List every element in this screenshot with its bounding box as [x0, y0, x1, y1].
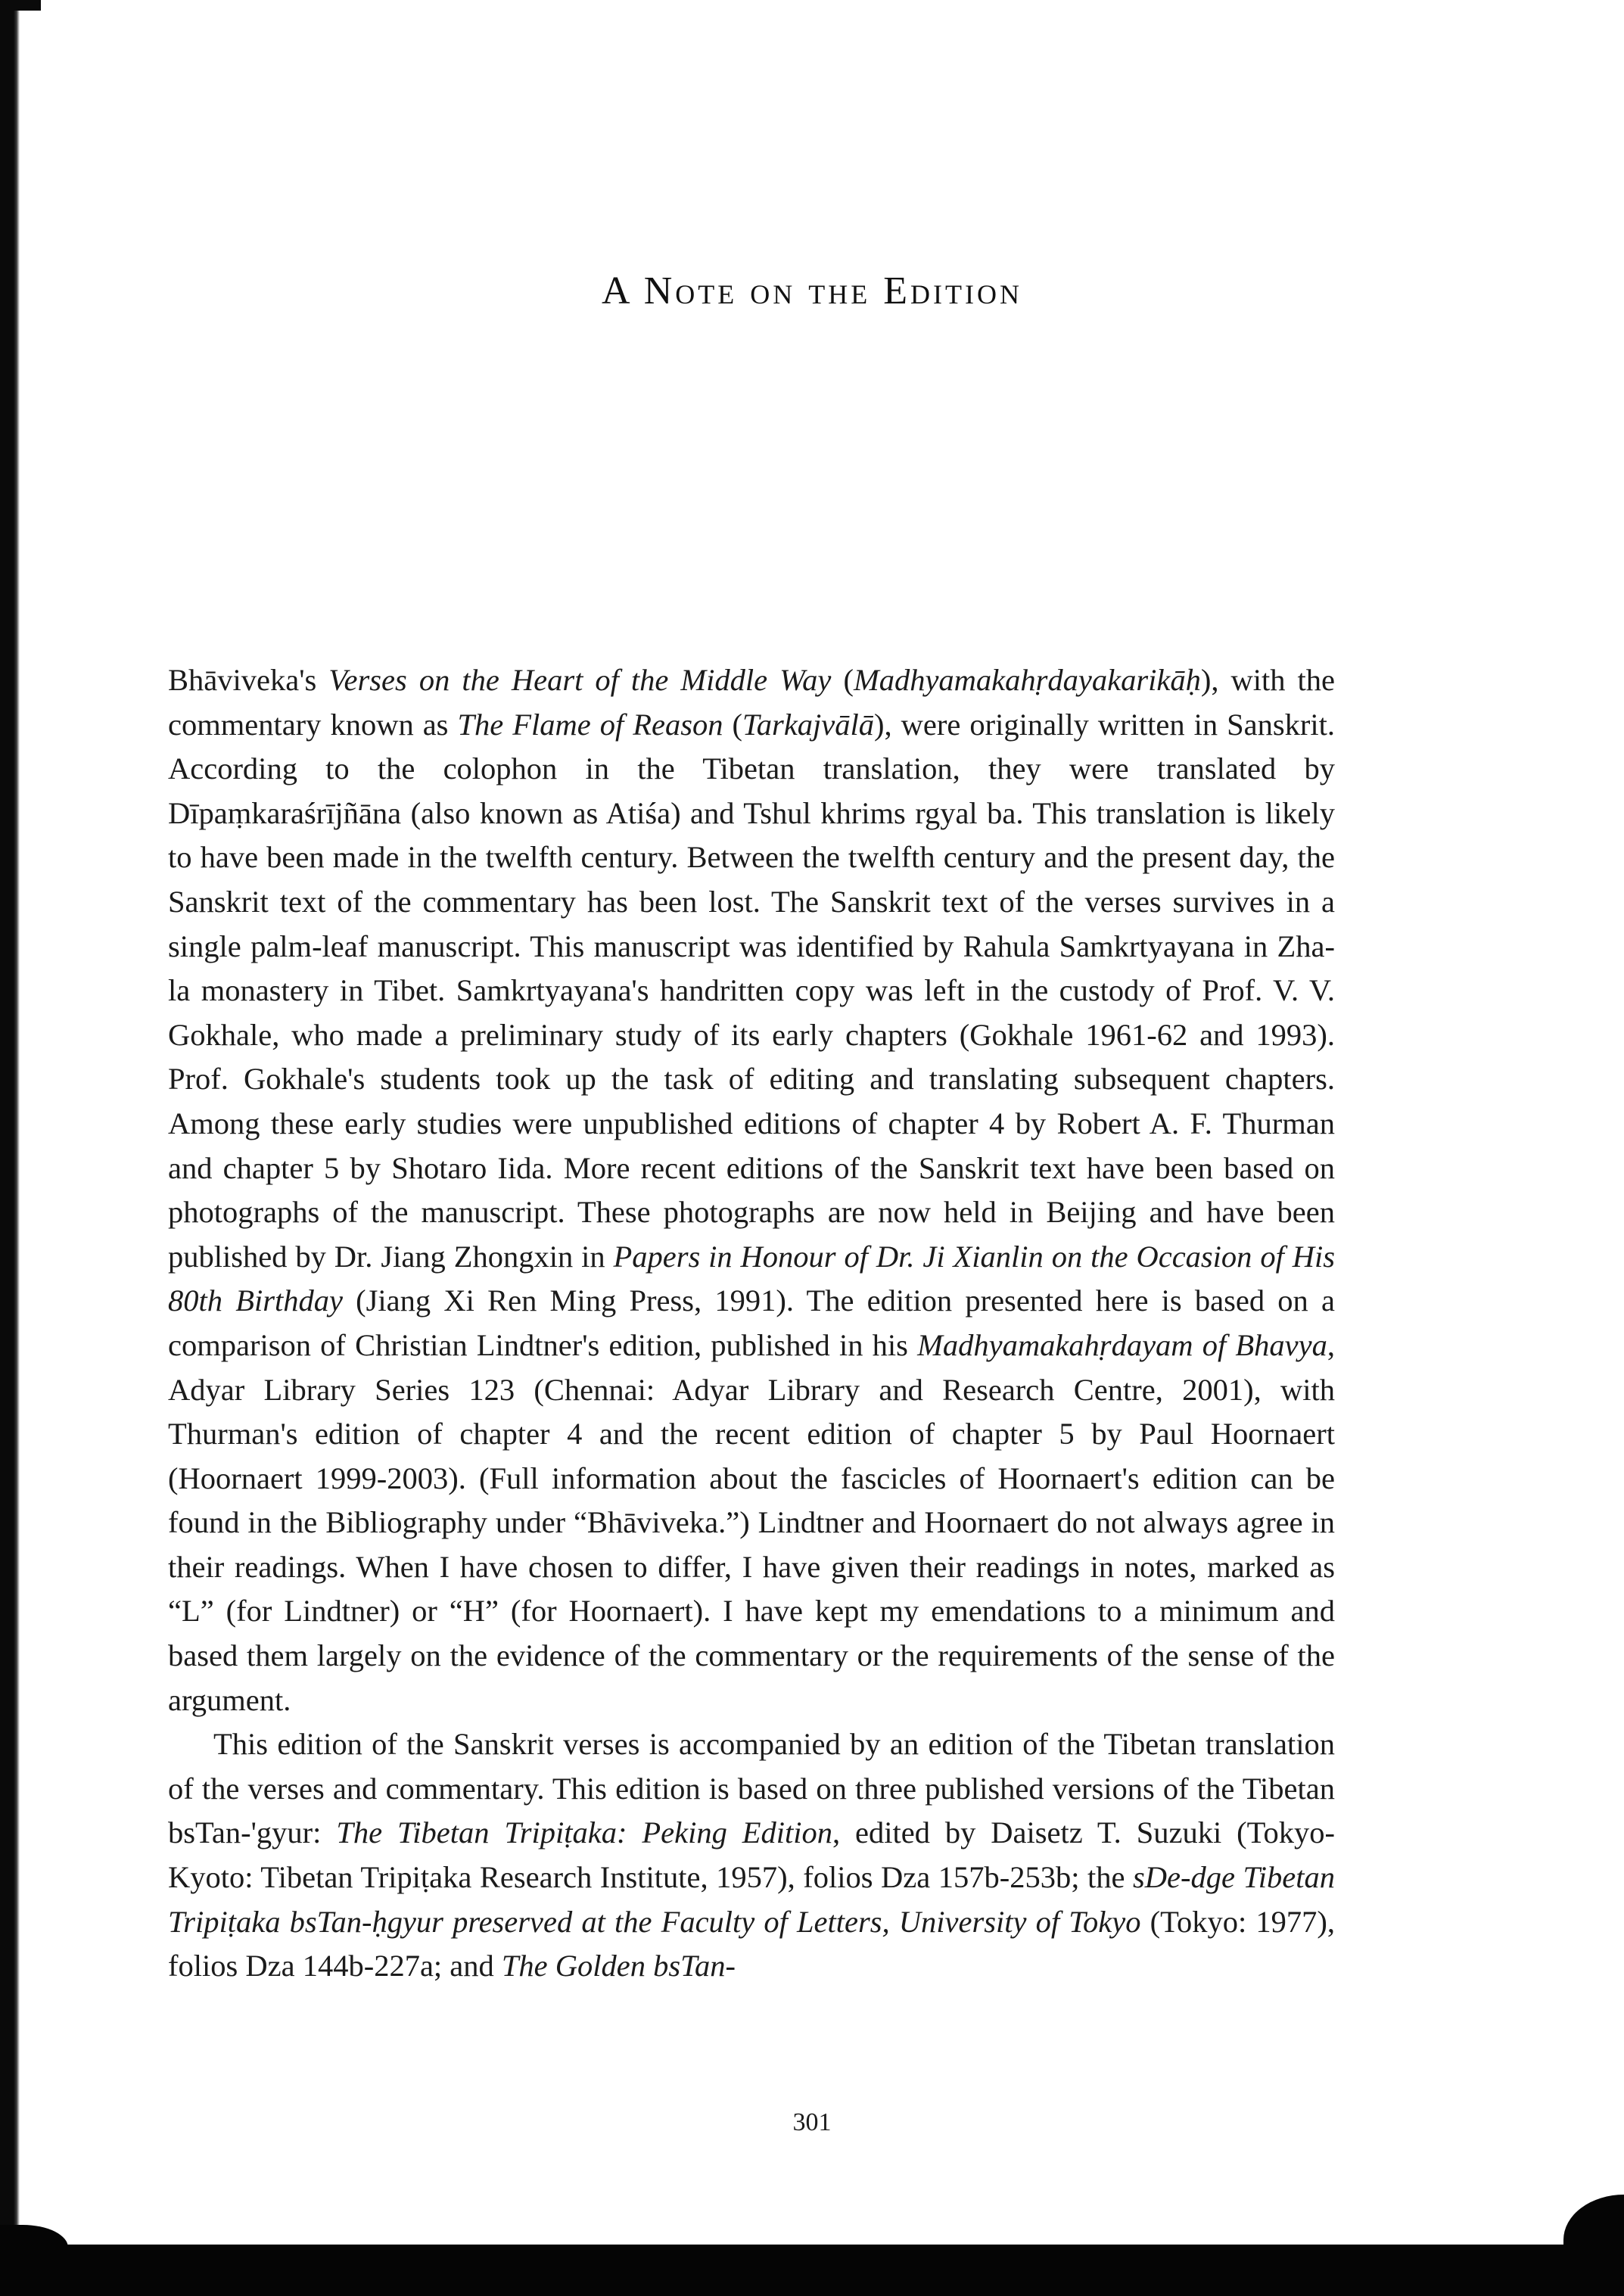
title-derge-tripitaka: sDe-dge Tibetan Tripiṭaka bsTan-ḥgyur preserved at the Faculty of Letters, University of Tokyo [168, 1860, 1335, 1939]
title-madhyamakahrdayam: Madhyamakahṛdayam of Bhavya [917, 1327, 1327, 1362]
title-flame-of-reason: The Flame of Reason [457, 707, 723, 742]
page-curl-shadow [1563, 2195, 1624, 2248]
siglum-hoornaert: H [462, 1594, 485, 1629]
title-verses-heart-middle-way: Verses on the Heart of the Middle Way [328, 663, 832, 697]
paragraph-1: Bhāviveka's Verses on the Heart of the Middle Way (Madhyamakahṛdayakarikāḥ), with the commentary known as The Flame of Reason (Tarkajvālā), were originally written in Sanskrit. According to the colophon in the Tibetan translation, they were translated by Dīpaṃkaraśrījñāna (also known as Atiśa) and Tshul khrims rgyal ba. This translation is likely to have been made in the twelfth century. Between the twelfth century and the present day, the Sanskrit text of the commentary has been lost. The Sanskrit text of the verses survives in a single palm-leaf manuscript. This manuscript was identified by Rahula Samkrtyayana in Zha-la monastery in Tibet. Samkrtyayana's handritten copy was left in the custody of Prof. V. V. Gokhale, who made a preliminary study of its early chapters (Gokhale 1961-62 and 1993). Prof. Gokhale's students took up the task of editing and translating subsequent chapters. Among these early studies were unpublished editions of chapter 4 by Robert A. F. Thurman and chapter 5 by Shotaro Iida. More recent editions of the Sanskrit text have been based on photographs of the manuscript. These photographs are now held in Beijing and have been published by Dr. Jiang Zhongxin in Papers in Honour of Dr. Ji Xianlin on the Occasion of His 80th Birthday (Jiang Xi Ren Ming Press, 1991). The edition presented here is based on a comparison of Christian Lindtner's edition, published in his Madhyamakahṛdayam of Bhavya, Adyar Library Series 123 (Chennai: Adyar Library and Research Centre, 2001), with Thurman's edition of chapter 4 and the recent edition of chapter 5 by Paul Hoornaert (Hoornaert 1999-2003). (Full information about the fascicles of Hoornaert's edition can be found in the Bibliography under “Bhāviveka.”) Lindtner and Hoornaert do not always agree in their readings. When I have chosen to differ, I have given their readings in notes, marked as “L” (for Lindtner) or “H” (for Hoornaert). I have kept my emendations to a minimum and based them largely on the evidence of the commentary or the requirements of the sense of the argument. [168, 663, 1336, 1717]
title-papers-in-honour: Papers in Honour of Dr. Ji Xianlin on the Occasion of His 80th Birthday [168, 1239, 1335, 1318]
chapter-title: A Note on the Edition [602, 269, 1022, 313]
body-text [168, 658, 1335, 1989]
page-binding-shadow [0, 0, 20, 2296]
page-number: 301 [792, 2108, 832, 2136]
siglum-lindtner: L [181, 1594, 201, 1629]
title-sanskrit-karika: Madhyamakahṛdayakarikāḥ [853, 663, 1201, 697]
title-peking-edition: The Tibetan Tripiṭaka: Peking Edition [336, 1815, 832, 1850]
title-tarkajvala: Tarkajvālā [742, 707, 875, 742]
binding-top-notch [0, 0, 41, 11]
title-golden-bstan: The Golden bsTan- [501, 1949, 736, 1983]
paragraph-2: This edition of the Sanskrit verses is accompanied by an edition of the Tibetan translation of the verses and commentary. This edition is based on three published versions of the Tibetan bsTan-'gyur: The Tibetan Tripiṭaka: Peking Edition, edited by Daisetz T. Suzuki (Tokyo-Kyoto: Tibetan Tripiṭaka Research Institute, 1957), folios Dza 157b-253b; the sDe-dge Tibetan Tripiṭaka bsTan-ḥgyur preserved at the Faculty of Letters, University of Tokyo (Tokyo: 1977), folios Dza 144b-227a; and The Golden bsTan- [168, 1727, 1336, 1983]
scan-bottom-shadow [0, 2245, 1624, 2296]
